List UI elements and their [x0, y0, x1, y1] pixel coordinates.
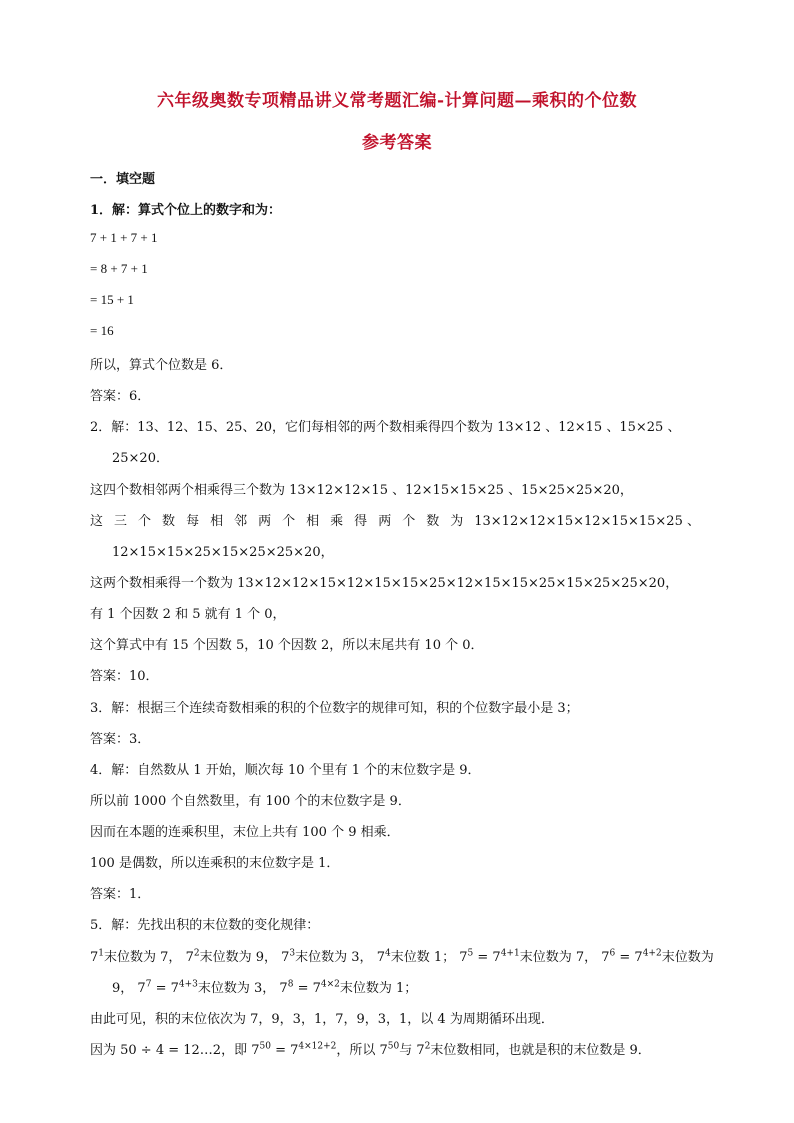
document-title: 六年级奥数专项精品讲义常考题汇编-计算问题—乘积的个位数: [156, 91, 638, 111]
q4-line-2: 所以前 1000 个自然数里，有 100 个的末位数字是 9．: [90, 794, 411, 809]
q3-answer: 答案：3．: [90, 732, 151, 747]
q5-line-5: 因为 50 ÷ 4 = 12…2，即 $7^{50} = 7^{4\times 12+2}$，所以 $7^{50}$与 $7^2$末位数相同，也就是积的末位数是 9．: [90, 1041, 651, 1058]
q4-answer: 答案：1．: [90, 887, 151, 902]
q4-line-3: 因而在本题的连乘积里，末位上共有 100 个 9 相乘．: [90, 825, 400, 840]
q1-line-2: 7 + 1 + 7 + 1: [90, 230, 158, 245]
q2-line-6: 这两个数相乘得一个数为 13×12×12×15×12×15×15×25×12×15×15×25×15×25×25×20，: [90, 576, 679, 591]
answer-heading: 参考答案: [362, 133, 432, 153]
q5-line-1: 5．解：先找出积的末位数的变化规律：: [90, 918, 320, 933]
q5-line-4: 由此可见，积的末位依次为 7，9，3，1，7，9，3，1，以 4 为周期循环出现．: [90, 1012, 554, 1027]
q2-answer: 答案：10．: [90, 669, 159, 684]
q1-line-5: = 16: [90, 323, 114, 338]
q2-line-8: 这个算式中有 15 个因数 5，10 个因数 2，所以末尾共有 10 个 0．: [90, 638, 484, 653]
q4-line-4: 100 是偶数，所以连乘积的末位数字是 1．: [90, 856, 340, 871]
q5-line-2: $7^1$末位数为 7， $7^2$末位数为 9， $7^3$末位数为 3， $7^4$末位数 1； $7^5 = 7^{4+1}$末位数为 7， $7^6 = 7^{4+2}$末位数为: [90, 948, 714, 965]
q3-line-1: 3．解：根据三个连续奇数相乘的积的个位数字的规律可知，积的个位数字最小是 3；: [90, 701, 579, 716]
q4-line-1: 4．解：自然数从 1 开始，顺次每 10 个里有 1 个的末位数字是 9．: [90, 763, 481, 778]
q1-line-1: 1．解：算式个位上的数字和为：: [90, 203, 282, 218]
q2-line-4: 这 三 个 数 每 相 邻 两 个 相 乘 得 两 个 数 为 13×12×12×15×12×15×15×25 、: [90, 514, 700, 529]
q1-line-6: 所以，算式个位数是 6．: [90, 358, 233, 373]
q1-line-4: = 15 + 1: [90, 292, 134, 307]
q5-line-3: 9， $7^7 = 7^{4+3}$末位数为 3， $7^8 = 7^{4\times 2}$末位数为 1；: [112, 979, 418, 996]
q2-line-2: 25×20．: [112, 451, 169, 466]
q2-line-5: 12×15×15×25×15×25×25×20，: [112, 545, 334, 560]
q2-line-3: 这四个数相邻两个相乘得三个数为 13×12×12×15 、12×15×15×25 、15×25×25×20，: [90, 483, 633, 498]
q2-line-1: 2．解：13、12、15、25、20，它们每相邻的两个数相乘得四个数为 13×12 、12×15 、15×25 、: [90, 420, 681, 435]
q2-line-7: 有 1 个因数 2 和 5 就有 1 个 0，: [90, 607, 286, 622]
section-heading: 一．填空题: [90, 172, 156, 187]
q1-line-3: = 8 + 7 + 1: [90, 261, 148, 276]
q1-answer: 答案：6．: [90, 389, 151, 404]
